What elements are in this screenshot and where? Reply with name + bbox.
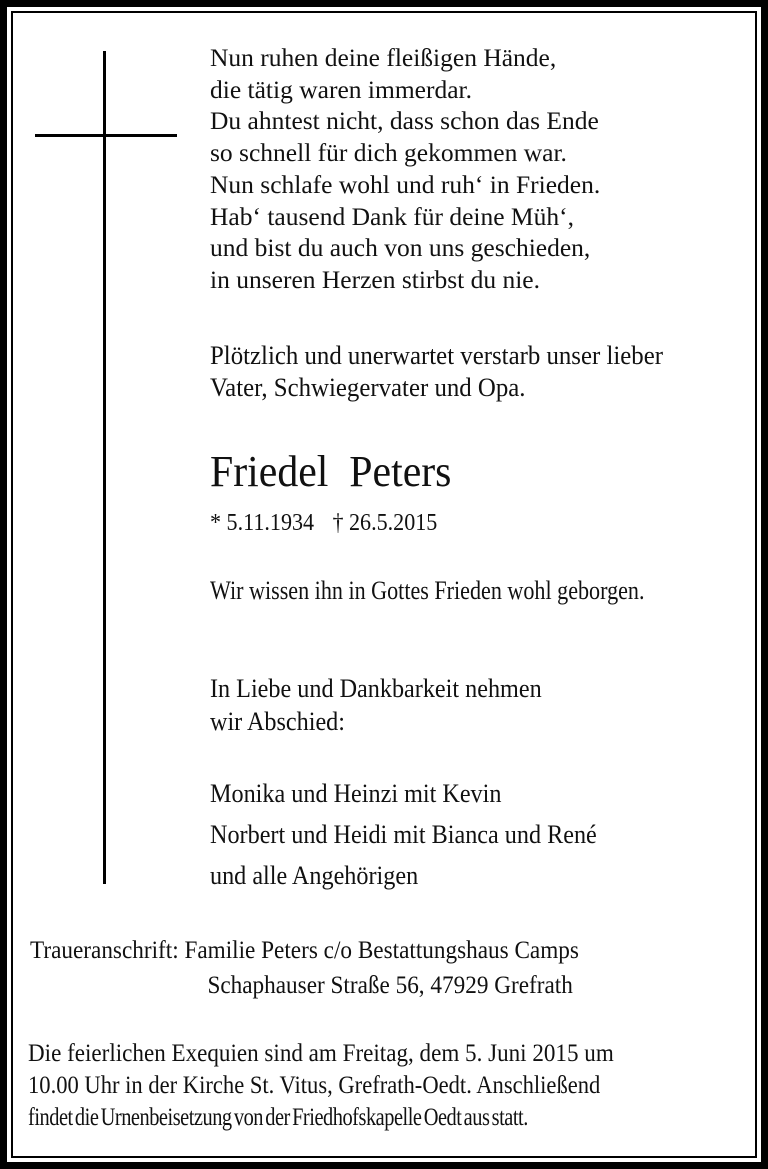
service-line: Die feierlichen Exequien sind am Freitag, dem 5. Juni 2015 um (28, 1038, 614, 1067)
memorial-poem (210, 42, 600, 296)
mourners-list (210, 773, 597, 896)
address-line-2: Schaphauser Straße 56, 47929 Grefrath (207, 970, 573, 999)
poem-line: in unseren Herzen stirbst du nie. (210, 264, 540, 294)
announcement-line: Vater, Schwiegervater und Opa. (210, 373, 526, 402)
farewell-line: In Liebe und Dankbarkeit nehmen (210, 674, 542, 703)
birth-date: * 5.11.1934 (210, 510, 315, 536)
poem-line: und bist du auch von uns geschieden, (210, 233, 591, 263)
service-line: 10.00 Uhr in der Kirche St. Vitus, Grefrath-Oedt. Anschließend (28, 1070, 601, 1099)
address-recipient: Familie Peters c/o Bestattungshaus Camps (184, 935, 579, 964)
mourner-entry: Norbert und Heidi mit Bianca und René (210, 820, 597, 849)
mourning-address (30, 932, 579, 1002)
poem-line: Du ahntest nicht, dass schon das Ende (210, 106, 599, 136)
farewell-line: wir Abschied: (210, 707, 345, 736)
poem-line: die tätig waren immerdar. (210, 74, 472, 104)
address-line-1 (30, 932, 579, 967)
deceased-name: Friedel Peters (210, 447, 452, 496)
poem-line: Nun schlafe wohl und ruh‘ in Frieden. (210, 169, 601, 199)
death-date: † 26.5.2015 (332, 510, 438, 536)
mourner-entry: und alle Angehörigen (210, 861, 419, 890)
poem-line: Nun ruhen deine fleißigen Hände, (210, 43, 557, 72)
cross-horizontal-bar (35, 134, 177, 137)
funeral-service-info (28, 1037, 675, 1133)
service-line: findet die Urnenbeisetzung von der Friedhofskapelle Oedt aus statt. (28, 1102, 528, 1131)
cross-vertical-bar (103, 51, 106, 884)
mourner-entry: Monika und Heinzi mit Kevin (210, 779, 502, 808)
life-dates (210, 508, 437, 538)
address-label: Traueranschrift: (30, 935, 179, 964)
faith-statement: Wir wissen ihn in Gottes Frieden wohl geborgen. (210, 576, 645, 605)
death-announcement (210, 340, 663, 404)
farewell-text (210, 672, 542, 738)
poem-line: so schnell für dich gekommen war. (210, 138, 567, 168)
announcement-line: Plötzlich und unerwartet verstarb unser lieber (210, 341, 663, 370)
poem-line: Hab‘ tausend Dank für deine Müh‘, (210, 201, 574, 231)
